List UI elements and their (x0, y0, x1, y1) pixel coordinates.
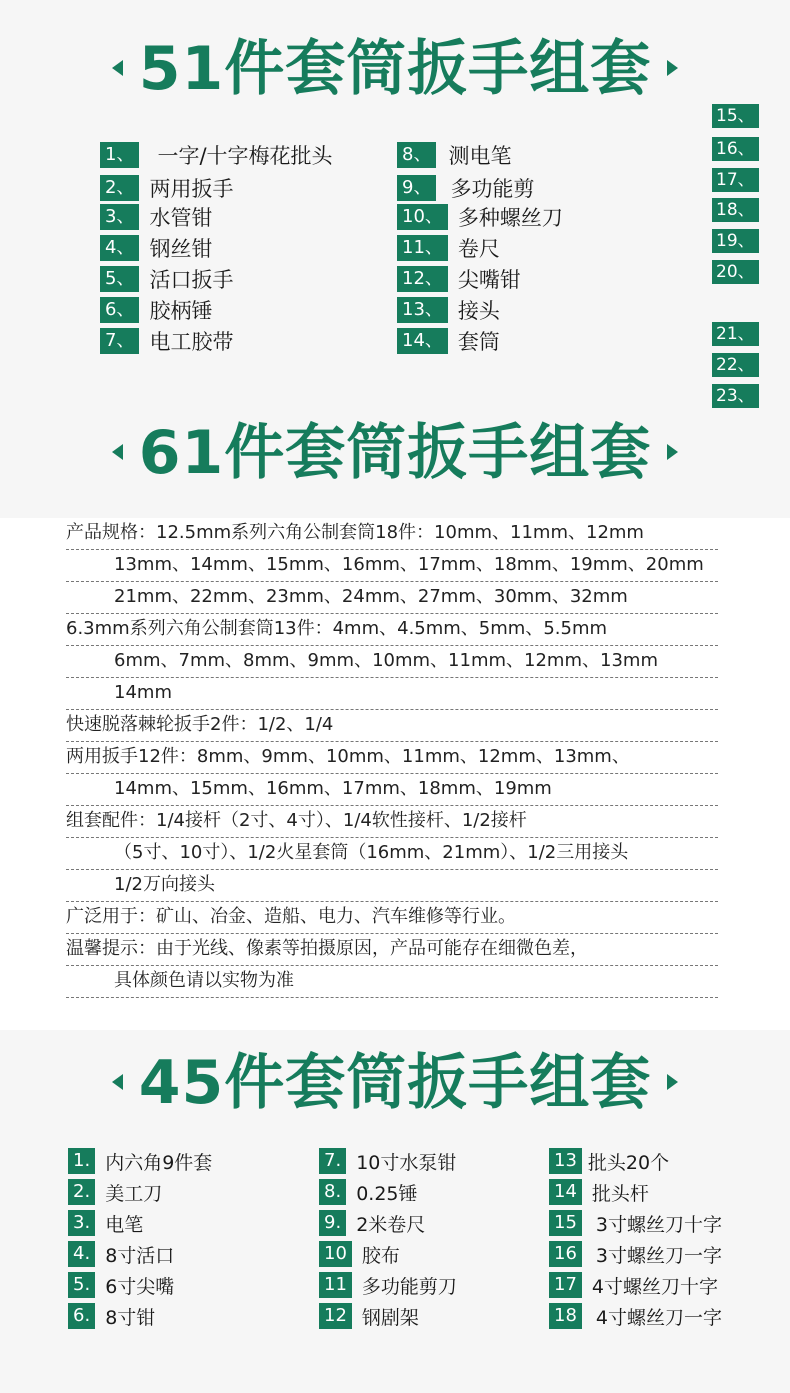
list-item (549, 1210, 722, 1236)
item-number: 7、 (100, 328, 139, 354)
left-triangle-icon (112, 60, 123, 76)
list-item (319, 1303, 419, 1329)
list-item (712, 353, 755, 377)
item-number: 11 (319, 1272, 352, 1298)
item-number: 23、 (712, 384, 759, 408)
item-number: 4. (68, 1241, 95, 1267)
list-item (100, 235, 212, 261)
list-item (712, 168, 755, 192)
list-item (319, 1272, 457, 1298)
title-45-text: 45件套筒扳手组套 (138, 1048, 652, 1118)
list-item (397, 328, 500, 354)
item-label: 0.25锤 (356, 1182, 418, 1205)
list-item (712, 229, 755, 253)
item-label: 钢丝钳 (149, 237, 213, 261)
list-item (712, 384, 755, 408)
list-item (319, 1241, 400, 1267)
list-item (712, 104, 755, 128)
spec-line: 两用扳手12件：8mm、9mm、10mm、11mm、12mm、13mm、 (66, 742, 718, 774)
right-triangle-icon (667, 60, 678, 76)
right-triangle-icon (667, 444, 678, 460)
spec-line: 6mm、7mm、8mm、9mm、10mm、11mm、12mm、13mm (66, 646, 718, 678)
item-label: 8寸活口 (105, 1244, 175, 1267)
title-45-set (0, 1048, 790, 1118)
item-number: 14、 (397, 328, 448, 354)
item-number: 18 (549, 1303, 582, 1329)
item-label: 3寸螺丝刀十字 (595, 1213, 722, 1236)
item-label: 两用扳手 (149, 177, 234, 201)
item-number: 10 (319, 1241, 352, 1267)
list-item (397, 266, 521, 292)
list-item (68, 1272, 174, 1298)
list-item (549, 1272, 718, 1298)
title-51-text: 51件套筒扳手组套 (138, 34, 652, 104)
item-label: 内六角9件套 (105, 1151, 213, 1174)
item-label: 8寸钳 (105, 1306, 156, 1329)
list-item (319, 1210, 425, 1236)
item-label: 多功能剪 (450, 177, 535, 201)
item-label: 2米卷尺 (356, 1213, 426, 1236)
item-number: 20、 (712, 260, 759, 284)
list-item (549, 1303, 722, 1329)
list-item (549, 1241, 722, 1267)
item-number: 16、 (712, 137, 759, 161)
item-label: 3寸螺丝刀一字 (595, 1244, 722, 1267)
item-number: 18、 (712, 198, 759, 222)
item-number: 21、 (712, 322, 759, 346)
list-item (397, 142, 511, 168)
list-item (100, 266, 233, 292)
list-item (712, 322, 755, 346)
list-item (397, 175, 534, 201)
item-label: 10寸水泵钳 (356, 1151, 457, 1174)
item-label: 批头杆 (591, 1182, 649, 1205)
item-number: 22、 (712, 353, 759, 377)
item-number: 5. (68, 1272, 95, 1298)
item-number: 10、 (397, 204, 448, 230)
spec-line: （5寸、10寸）、1/2火星套筒（16mm、21mm）、1/2三用接头 (66, 838, 718, 870)
item-label: 尖嘴钳 (457, 268, 521, 292)
spec-line: 组套配件：1/4接杆（2寸、4寸）、1/4软性接杆、1/2接杆 (66, 806, 718, 838)
item-label: 胶布 (361, 1244, 400, 1267)
item-number: 2、 (100, 175, 139, 201)
list-item (549, 1179, 649, 1205)
item-label: 活口扳手 (149, 268, 234, 292)
item-number: 12、 (397, 266, 448, 292)
item-number: 6. (68, 1303, 95, 1329)
item-number: 1. (68, 1148, 95, 1174)
item-label: 6寸尖嘴 (105, 1275, 175, 1298)
item-number: 11、 (397, 235, 448, 261)
item-label: 胶柄锤 (149, 299, 213, 323)
item-label: 接头 (457, 299, 500, 323)
item-label: 多功能剪刀 (361, 1275, 457, 1298)
item-number: 13 (549, 1148, 582, 1174)
item-label: 4寸螺丝刀一字 (595, 1306, 722, 1329)
item-label: 美工刀 (105, 1182, 163, 1205)
list-item (68, 1179, 162, 1205)
list-item (100, 175, 233, 201)
list-item (549, 1148, 669, 1174)
item-number: 8. (319, 1179, 346, 1205)
item-label: 电工胶带 (149, 330, 234, 354)
list-item (712, 198, 755, 222)
item-label: 水管钳 (149, 206, 213, 230)
list-item (68, 1241, 174, 1267)
spec-line: 6.3mm系列六角公制套筒13件：4mm、4.5mm、5mm、5.5mm (66, 614, 718, 646)
list-item (68, 1148, 212, 1174)
item-label: 一字/十字梅花批头 (157, 144, 333, 168)
item-number: 17、 (712, 168, 759, 192)
item-number: 13、 (397, 297, 448, 323)
list-item (68, 1303, 155, 1329)
list-item (712, 137, 755, 161)
title-61-set (0, 418, 790, 488)
spec-line: 快速脱落棘轮扳手2件：1/2、1/4 (66, 710, 718, 742)
item-number: 14 (549, 1179, 582, 1205)
spec-line: 14mm (66, 678, 718, 710)
item-number: 4、 (100, 235, 139, 261)
item-number: 7. (319, 1148, 346, 1174)
item-label: 4寸螺丝刀十字 (591, 1275, 718, 1298)
item-number: 9. (319, 1210, 346, 1236)
item-number: 19、 (712, 229, 759, 253)
title-51-set (0, 34, 790, 104)
list-item (100, 328, 233, 354)
item-number: 16 (549, 1241, 582, 1267)
item-number: 3. (68, 1210, 95, 1236)
spec-line: 1/2万向接头 (66, 870, 718, 902)
item-number: 3、 (100, 204, 139, 230)
spec-line: 具体颜色请以实物为准 (66, 966, 718, 998)
item-label: 卷尺 (457, 237, 500, 261)
right-triangle-icon (667, 1074, 678, 1090)
list-item (100, 297, 212, 323)
list-item (100, 204, 212, 230)
item-label: 电笔 (105, 1213, 144, 1236)
item-number: 15 (549, 1210, 582, 1236)
item-label: 钢剧架 (361, 1306, 419, 1329)
list-item (397, 235, 500, 261)
left-triangle-icon (112, 444, 123, 460)
item-number: 15、 (712, 104, 759, 128)
title-61-text: 61件套筒扳手组套 (138, 418, 652, 488)
spec-line: 广泛用于：矿山、冶金、造船、电力、汽车维修等行业。 (66, 902, 718, 934)
left-triangle-icon (112, 1074, 123, 1090)
spec-line: 13mm、14mm、15mm、16mm、17mm、18mm、19mm、20mm (66, 550, 718, 582)
spec-line: 温馨提示：由于光线、像素等拍摄原因，产品可能存在细微色差， (66, 934, 718, 966)
spec-line: 21mm、22mm、23mm、24mm、27mm、30mm、32mm (66, 582, 718, 614)
item-number: 5、 (100, 266, 139, 292)
list-item (100, 142, 333, 168)
item-number: 12 (319, 1303, 352, 1329)
spec-line: 产品规格：12.5mm系列六角公制套筒18件：10mm、11mm、12mm (66, 518, 718, 550)
item-number: 2. (68, 1179, 95, 1205)
spec-line: 14mm、15mm、16mm、17mm、18mm、19mm (66, 774, 718, 806)
item-label: 多种螺丝刀 (457, 206, 563, 230)
item-number: 6、 (100, 297, 139, 323)
item-number: 8、 (397, 142, 436, 168)
list-item (397, 204, 563, 230)
list-item (319, 1179, 418, 1205)
list-item (397, 297, 500, 323)
list-item (712, 260, 755, 284)
item-number: 9、 (397, 175, 436, 201)
item-label: 测电笔 (448, 144, 512, 168)
item-number: 17 (549, 1272, 582, 1298)
list-item (319, 1148, 456, 1174)
item-number: 1、 (100, 142, 139, 168)
list-item (68, 1210, 143, 1236)
item-label: 批头20个 (587, 1151, 670, 1174)
item-label: 套筒 (457, 330, 500, 354)
